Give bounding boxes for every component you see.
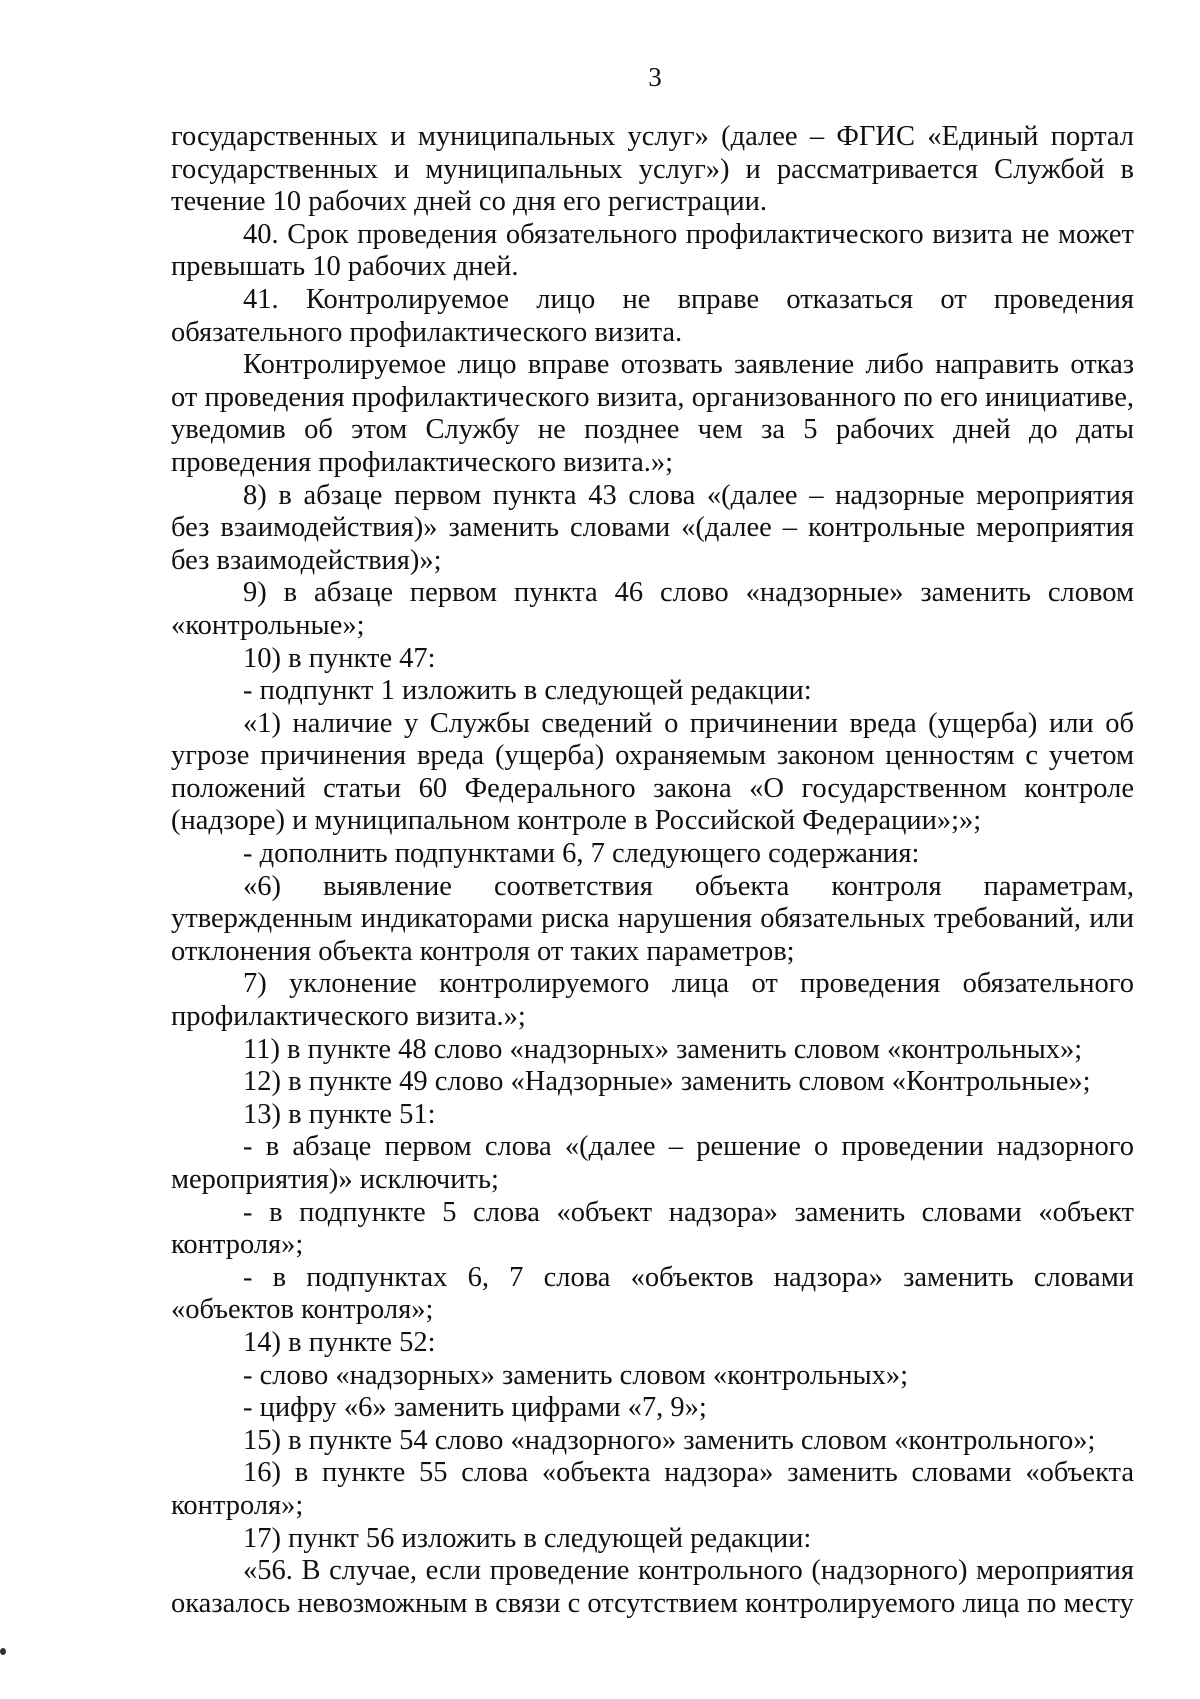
paragraph: 15) в пункте 54 слово «надзорного» заменить словом «контрольного»;: [243, 1424, 1096, 1456]
paragraph: 7) уклонение контролируемого лица от проведения обязательного профилактического визита.»;: [171, 968, 1134, 1033]
paragraph: 10) в пункте 47:: [243, 642, 436, 674]
paragraph: 12) в пункте 49 слово «Надзорные» заменить словом «Контрольные»;: [243, 1066, 1091, 1098]
document-body: [171, 121, 1134, 1620]
paragraph: государственных и муниципальных услуг» (далее – ФГИС «Единый портал государственных и муниципальных услуг») и рассматривается Службой в течение 10 рабочих дней со дня его регистрации.: [171, 121, 1134, 218]
paragraph: 13) в пункте 51:: [243, 1098, 436, 1130]
paragraph: «1) наличие у Службы сведений о причинении вреда (ущерба) или об угрозе причинения вреда (ущерба) охраняемым законом ценностям с учетом положений статьи 60 Федерального закона «О государственном контроле (надзоре) и муниципальном контроле в Российской Федерации»;»;: [171, 707, 1134, 837]
paragraph: 40. Срок проведения обязательного профилактического визита не может превышать 10 рабочих дней.: [171, 218, 1134, 283]
paragraph: - в абзаце первом слова «(далее – решение о проведении надзорного мероприятия)» исключить;: [171, 1131, 1134, 1195]
page-number: 3: [648, 62, 662, 92]
paragraph: 8) в абзаце первом пункта 43 слова «(далее – надзорные мероприятия без взаимодействия)» заменить словами «(далее – контрольные мероприятия без взаимодействия)»;: [171, 479, 1134, 576]
paragraph: 11) в пункте 48 слово «надзорных» заменить словом «контрольных»;: [243, 1033, 1083, 1065]
paragraph: - цифру «6» заменить цифрами «7, 9»;: [243, 1392, 707, 1424]
paragraph: 41. Контролируемое лицо не вправе отказаться от проведения обязательного профилактического визита.: [171, 283, 1134, 348]
paragraph: - подпункт 1 изложить в следующей редакции:: [243, 675, 812, 707]
paragraph: 9) в абзаце первом пункта 46 слово «надзорные» заменить словом «контрольные»;: [171, 577, 1134, 641]
paragraph: «56. В случае, если проведение контрольного (надзорного) мероприятия оказалось невозможным в связи с отсутствием контролируемого лица по месту: [171, 1555, 1134, 1619]
paragraph: - в подпункте 5 слова «объект надзора» заменить словами «объект контроля»;: [171, 1196, 1134, 1261]
paragraph: - слово «надзорных» заменить словом «контрольных»;: [243, 1359, 909, 1391]
paragraph: 17) пункт 56 изложить в следующей редакции:: [243, 1522, 812, 1554]
paragraph: - дополнить подпунктами 6, 7 следующего содержания:: [243, 838, 920, 870]
paragraph: «6) выявление соответствия объекта контроля параметрам, утвержденным индикаторами риска нарушения обязательных требований, или отклонения объекта контроля от таких параметров;: [171, 870, 1134, 967]
paragraph: 14) в пункте 52:: [243, 1326, 436, 1358]
paragraph: - в подпунктах 6, 7 слова «объектов надзора» заменить словами «объектов контроля»;: [171, 1261, 1134, 1326]
paragraph: 16) в пункте 55 слова «объекта надзора» заменить словами «объекта контроля»;: [171, 1457, 1134, 1521]
scan-artifact: [0, 1648, 6, 1655]
paragraph: Контролируемое лицо вправе отозвать заявление либо направить отказ от проведения профилактического визита, организованного по его инициативе, уведомив об этом Службу не позднее чем за 5 рабочих дней до даты проведения профилактического визита.»;: [171, 349, 1134, 478]
